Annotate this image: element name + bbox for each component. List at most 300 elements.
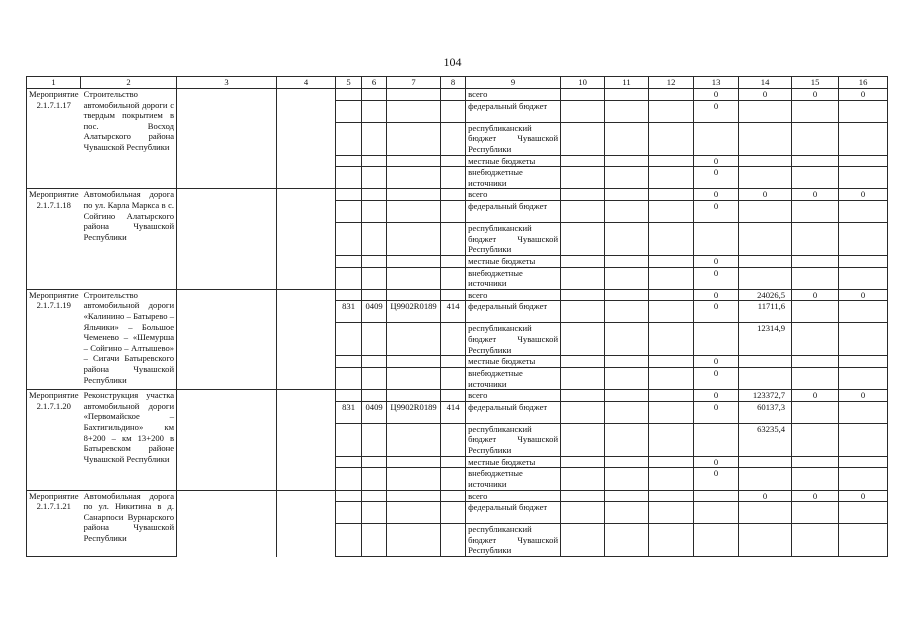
funding-source: всего: [466, 390, 561, 402]
value-cell: [605, 189, 649, 201]
table-row: [27, 189, 888, 201]
code-cell: [362, 367, 387, 389]
code-cell: [387, 267, 441, 289]
code-cell: [336, 456, 362, 468]
header-cell: 8: [441, 77, 466, 89]
measure-name: Строительство автомобильной дороги «Калинино – Батырево – Яльчики» – Большое Чеменево – «Шемурша – Сойгино – Алтышево» – Сигачи Батыревского района Чувашской Республики: [81, 289, 177, 389]
value-cell: [561, 301, 605, 323]
code-cell: [362, 267, 387, 289]
code-cell: [336, 390, 362, 402]
code-cell: [336, 222, 362, 255]
value-cell: [792, 468, 839, 490]
code-cell: [387, 155, 441, 167]
value-cell: 0: [694, 456, 739, 468]
funding-source: республиканский бюджет Чувашской Республики: [466, 122, 561, 155]
value-cell: [649, 200, 694, 222]
header-cell: 1: [27, 77, 81, 89]
budget-table: [26, 76, 888, 557]
code-cell: [362, 189, 387, 201]
value-cell: [839, 367, 888, 389]
value-cell: [792, 122, 839, 155]
value-cell: [605, 267, 649, 289]
value-cell: [605, 255, 649, 267]
value-cell: [649, 89, 694, 101]
code-cell: [336, 255, 362, 267]
funding-source: внебюджетные источники: [466, 167, 561, 189]
value-cell: [561, 423, 605, 456]
value-cell: [649, 255, 694, 267]
code-cell: [362, 200, 387, 222]
value-cell: [561, 356, 605, 368]
value-cell: [561, 524, 605, 557]
code-cell: [441, 267, 466, 289]
value-cell: [649, 189, 694, 201]
funding-source: федеральный бюджет: [466, 100, 561, 122]
value-cell: [649, 323, 694, 356]
value-cell: [739, 155, 792, 167]
value-cell: 0: [739, 89, 792, 101]
code-cell: [336, 524, 362, 557]
value-cell: [694, 222, 739, 255]
value-cell: 0: [739, 490, 792, 502]
value-cell: [839, 468, 888, 490]
code-cell: [441, 100, 466, 122]
value-cell: 0: [694, 155, 739, 167]
value-cell: [792, 401, 839, 423]
measure-name: Реконструкция участка автомобильной дороги «Первомайское – Бахтигильдино» км 8+200 – км 13+200 в Батыревском районе Чувашской Республики: [81, 390, 177, 490]
value-cell: 12314,9: [739, 323, 792, 356]
value-cell: 0: [694, 267, 739, 289]
value-cell: [839, 255, 888, 267]
code-cell: [441, 89, 466, 101]
value-cell: 123372,7: [739, 390, 792, 402]
funding-source: местные бюджеты: [466, 255, 561, 267]
header-cell: 15: [792, 77, 839, 89]
value-cell: [649, 502, 694, 524]
code-cell: [387, 222, 441, 255]
value-cell: [792, 456, 839, 468]
funding-source: федеральный бюджет: [466, 301, 561, 323]
funding-source: местные бюджеты: [466, 356, 561, 368]
value-cell: 0: [792, 89, 839, 101]
value-cell: 63235,4: [739, 423, 792, 456]
code-cell: 0409: [362, 401, 387, 423]
value-cell: [739, 524, 792, 557]
measure-id: Мероприятие 2.1.7.1.18: [27, 189, 81, 289]
code-cell: [362, 289, 387, 301]
value-cell: [605, 200, 649, 222]
funding-source: внебюджетные источники: [466, 267, 561, 289]
value-cell: [739, 222, 792, 255]
funding-source: федеральный бюджет: [466, 200, 561, 222]
header-cell: 16: [839, 77, 888, 89]
value-cell: [561, 401, 605, 423]
header-cell: 4: [277, 77, 336, 89]
value-cell: [561, 468, 605, 490]
code-cell: [336, 89, 362, 101]
value-cell: [792, 255, 839, 267]
funding-source: республиканский бюджет Чувашской Республики: [466, 323, 561, 356]
table-row: [27, 390, 888, 402]
value-cell: [739, 200, 792, 222]
code-cell: [336, 468, 362, 490]
page-number: 104: [443, 55, 462, 69]
value-cell: [792, 423, 839, 456]
value-cell: 0: [694, 189, 739, 201]
code-cell: [362, 255, 387, 267]
code-cell: [362, 502, 387, 524]
value-cell: 0: [694, 255, 739, 267]
code-cell: [362, 423, 387, 456]
value-cell: 0: [694, 289, 739, 301]
code-cell: [336, 423, 362, 456]
value-cell: 0: [694, 401, 739, 423]
value-cell: 0: [739, 189, 792, 201]
value-cell: [649, 401, 694, 423]
value-cell: [605, 100, 649, 122]
code-cell: [362, 122, 387, 155]
value-cell: [792, 100, 839, 122]
value-cell: [561, 289, 605, 301]
code-cell: [336, 267, 362, 289]
code-cell: [387, 423, 441, 456]
code-cell: [387, 524, 441, 557]
measure-name: Автомобильная дорога по ул. Никитина в д. Санарпоси Вурнарского района Чувашской Республики: [81, 490, 177, 557]
value-cell: [605, 390, 649, 402]
value-cell: [605, 524, 649, 557]
value-cell: [561, 367, 605, 389]
value-cell: 0: [694, 167, 739, 189]
table-row: [27, 89, 888, 101]
code-cell: Ц9902R0189: [387, 301, 441, 323]
value-cell: [839, 155, 888, 167]
funding-source: республиканский бюджет Чувашской Республики: [466, 222, 561, 255]
code-cell: [441, 456, 466, 468]
value-cell: [839, 323, 888, 356]
code-cell: [387, 367, 441, 389]
column-4-cell: [277, 89, 336, 189]
value-cell: [561, 167, 605, 189]
value-cell: 0: [694, 89, 739, 101]
header-cell: 14: [739, 77, 792, 89]
value-cell: [605, 502, 649, 524]
value-cell: [605, 301, 649, 323]
value-cell: [792, 222, 839, 255]
funding-source: всего: [466, 289, 561, 301]
value-cell: [605, 367, 649, 389]
value-cell: [561, 490, 605, 502]
code-cell: [336, 502, 362, 524]
value-cell: [839, 456, 888, 468]
header-cell: 11: [605, 77, 649, 89]
value-cell: 0: [694, 356, 739, 368]
code-cell: [362, 167, 387, 189]
value-cell: 0: [839, 390, 888, 402]
value-cell: [649, 356, 694, 368]
value-cell: [561, 267, 605, 289]
code-cell: [441, 167, 466, 189]
value-cell: [839, 502, 888, 524]
value-cell: [561, 189, 605, 201]
value-cell: [605, 490, 649, 502]
column-3-cell: [177, 390, 277, 490]
value-cell: [792, 502, 839, 524]
value-cell: [839, 267, 888, 289]
value-cell: [839, 401, 888, 423]
value-cell: 0: [839, 490, 888, 502]
value-cell: [792, 356, 839, 368]
value-cell: [649, 100, 694, 122]
code-cell: [362, 222, 387, 255]
value-cell: [839, 200, 888, 222]
value-cell: [839, 100, 888, 122]
code-cell: [441, 289, 466, 301]
value-cell: [694, 423, 739, 456]
funding-source: федеральный бюджет: [466, 401, 561, 423]
value-cell: 11711,6: [739, 301, 792, 323]
code-cell: [387, 468, 441, 490]
value-cell: 0: [839, 89, 888, 101]
value-cell: [561, 122, 605, 155]
code-cell: [441, 490, 466, 502]
value-cell: [792, 267, 839, 289]
funding-source: внебюджетные источники: [466, 367, 561, 389]
code-cell: [387, 167, 441, 189]
header-cell: 13: [694, 77, 739, 89]
code-cell: [387, 356, 441, 368]
value-cell: [649, 301, 694, 323]
code-cell: [387, 89, 441, 101]
header-cell: 9: [466, 77, 561, 89]
code-cell: [362, 524, 387, 557]
value-cell: [694, 502, 739, 524]
code-cell: [387, 502, 441, 524]
value-cell: 0: [839, 289, 888, 301]
value-cell: [605, 122, 649, 155]
funding-source: местные бюджеты: [466, 456, 561, 468]
value-cell: [649, 390, 694, 402]
funding-source: республиканский бюджет Чувашской Республики: [466, 423, 561, 456]
code-cell: [441, 122, 466, 155]
value-cell: [649, 155, 694, 167]
value-cell: [561, 323, 605, 356]
value-cell: [649, 222, 694, 255]
column-4-cell: [277, 189, 336, 289]
column-3-cell: [177, 490, 277, 557]
value-cell: [739, 468, 792, 490]
code-cell: [441, 155, 466, 167]
value-cell: [605, 167, 649, 189]
code-cell: 0409: [362, 301, 387, 323]
value-cell: [605, 155, 649, 167]
value-cell: [792, 301, 839, 323]
value-cell: 60137,3: [739, 401, 792, 423]
header-cell: 5: [336, 77, 362, 89]
code-cell: [336, 122, 362, 155]
table-row: [27, 490, 888, 502]
value-cell: [792, 524, 839, 557]
value-cell: [839, 167, 888, 189]
table-row: [27, 289, 888, 301]
value-cell: 0: [792, 289, 839, 301]
value-cell: [605, 323, 649, 356]
code-cell: [441, 323, 466, 356]
code-cell: [362, 323, 387, 356]
code-cell: [387, 490, 441, 502]
code-cell: [336, 289, 362, 301]
value-cell: [605, 222, 649, 255]
measure-id: Мероприятие 2.1.7.1.20: [27, 390, 81, 490]
code-cell: [362, 155, 387, 167]
code-cell: [441, 200, 466, 222]
code-cell: [441, 390, 466, 402]
code-cell: [387, 189, 441, 201]
value-cell: [605, 423, 649, 456]
value-cell: [839, 524, 888, 557]
measure-id: Мероприятие 2.1.7.1.19: [27, 289, 81, 389]
value-cell: [839, 222, 888, 255]
code-cell: [362, 356, 387, 368]
value-cell: [792, 323, 839, 356]
funding-source: местные бюджеты: [466, 155, 561, 167]
value-cell: [605, 289, 649, 301]
header-cell: 10: [561, 77, 605, 89]
code-cell: [441, 423, 466, 456]
value-cell: [605, 356, 649, 368]
code-cell: [362, 456, 387, 468]
measure-id: Мероприятие 2.1.7.1.17: [27, 89, 81, 189]
value-cell: [739, 122, 792, 155]
value-cell: [649, 167, 694, 189]
value-cell: 0: [792, 490, 839, 502]
code-cell: [336, 155, 362, 167]
value-cell: [739, 255, 792, 267]
funding-source: всего: [466, 189, 561, 201]
value-cell: [605, 89, 649, 101]
code-cell: [387, 323, 441, 356]
code-cell: [441, 524, 466, 557]
value-cell: [649, 490, 694, 502]
value-cell: [605, 468, 649, 490]
value-cell: [739, 356, 792, 368]
value-cell: [561, 390, 605, 402]
code-cell: [362, 100, 387, 122]
code-cell: 831: [336, 301, 362, 323]
value-cell: [839, 423, 888, 456]
value-cell: [561, 502, 605, 524]
header-cell: 2: [81, 77, 177, 89]
value-cell: [739, 367, 792, 389]
value-cell: 0: [792, 390, 839, 402]
code-cell: [362, 390, 387, 402]
column-4-cell: [277, 289, 336, 389]
code-cell: [387, 100, 441, 122]
code-cell: [336, 189, 362, 201]
value-cell: [739, 502, 792, 524]
measure-name: Строительство автомобильной дороги с твердым покрытием в пос. Восход Алатырского района Чувашской Республики: [81, 89, 177, 189]
value-cell: [561, 456, 605, 468]
funding-source: всего: [466, 490, 561, 502]
measure-name: Автомобильная дорога по ул. Карла Маркса в с. Сойгино Алатырского района Чувашской Республики: [81, 189, 177, 289]
code-cell: 414: [441, 301, 466, 323]
code-cell: [387, 289, 441, 301]
code-cell: [387, 390, 441, 402]
code-cell: [387, 255, 441, 267]
value-cell: [792, 155, 839, 167]
code-cell: [441, 468, 466, 490]
value-cell: [649, 423, 694, 456]
code-cell: [336, 167, 362, 189]
column-4-cell: [277, 490, 336, 557]
value-cell: [561, 100, 605, 122]
value-cell: [792, 167, 839, 189]
value-cell: 0: [694, 301, 739, 323]
value-cell: [792, 200, 839, 222]
value-cell: 0: [792, 189, 839, 201]
value-cell: [561, 200, 605, 222]
code-cell: [336, 323, 362, 356]
value-cell: [649, 524, 694, 557]
value-cell: [839, 122, 888, 155]
code-cell: [387, 200, 441, 222]
value-cell: [561, 255, 605, 267]
value-cell: 24026,5: [739, 289, 792, 301]
value-cell: [792, 367, 839, 389]
column-3-cell: [177, 89, 277, 189]
value-cell: [561, 89, 605, 101]
code-cell: [362, 490, 387, 502]
value-cell: [694, 490, 739, 502]
code-cell: [362, 468, 387, 490]
code-cell: [441, 189, 466, 201]
value-cell: [605, 401, 649, 423]
value-cell: 0: [694, 100, 739, 122]
code-cell: [336, 200, 362, 222]
code-cell: [441, 367, 466, 389]
value-cell: [694, 524, 739, 557]
header-cell: 12: [649, 77, 694, 89]
value-cell: [739, 167, 792, 189]
value-cell: [839, 301, 888, 323]
value-cell: [561, 155, 605, 167]
header-cell: 3: [177, 77, 277, 89]
code-cell: 414: [441, 401, 466, 423]
code-cell: [362, 89, 387, 101]
code-cell: 831: [336, 401, 362, 423]
code-cell: [441, 502, 466, 524]
column-3-cell: [177, 189, 277, 289]
value-cell: [739, 100, 792, 122]
value-cell: [694, 323, 739, 356]
code-cell: [387, 456, 441, 468]
value-cell: [649, 267, 694, 289]
measure-id: Мероприятие 2.1.7.1.21: [27, 490, 81, 557]
value-cell: [649, 456, 694, 468]
value-cell: [739, 456, 792, 468]
value-cell: 0: [694, 200, 739, 222]
value-cell: [694, 122, 739, 155]
value-cell: [649, 367, 694, 389]
value-cell: 0: [694, 390, 739, 402]
header-row: [27, 77, 888, 89]
code-cell: [336, 356, 362, 368]
header-cell: 6: [362, 77, 387, 89]
value-cell: [605, 456, 649, 468]
code-cell: [336, 490, 362, 502]
funding-source: внебюджетные источники: [466, 468, 561, 490]
code-cell: Ц9902R0189: [387, 401, 441, 423]
code-cell: [441, 255, 466, 267]
